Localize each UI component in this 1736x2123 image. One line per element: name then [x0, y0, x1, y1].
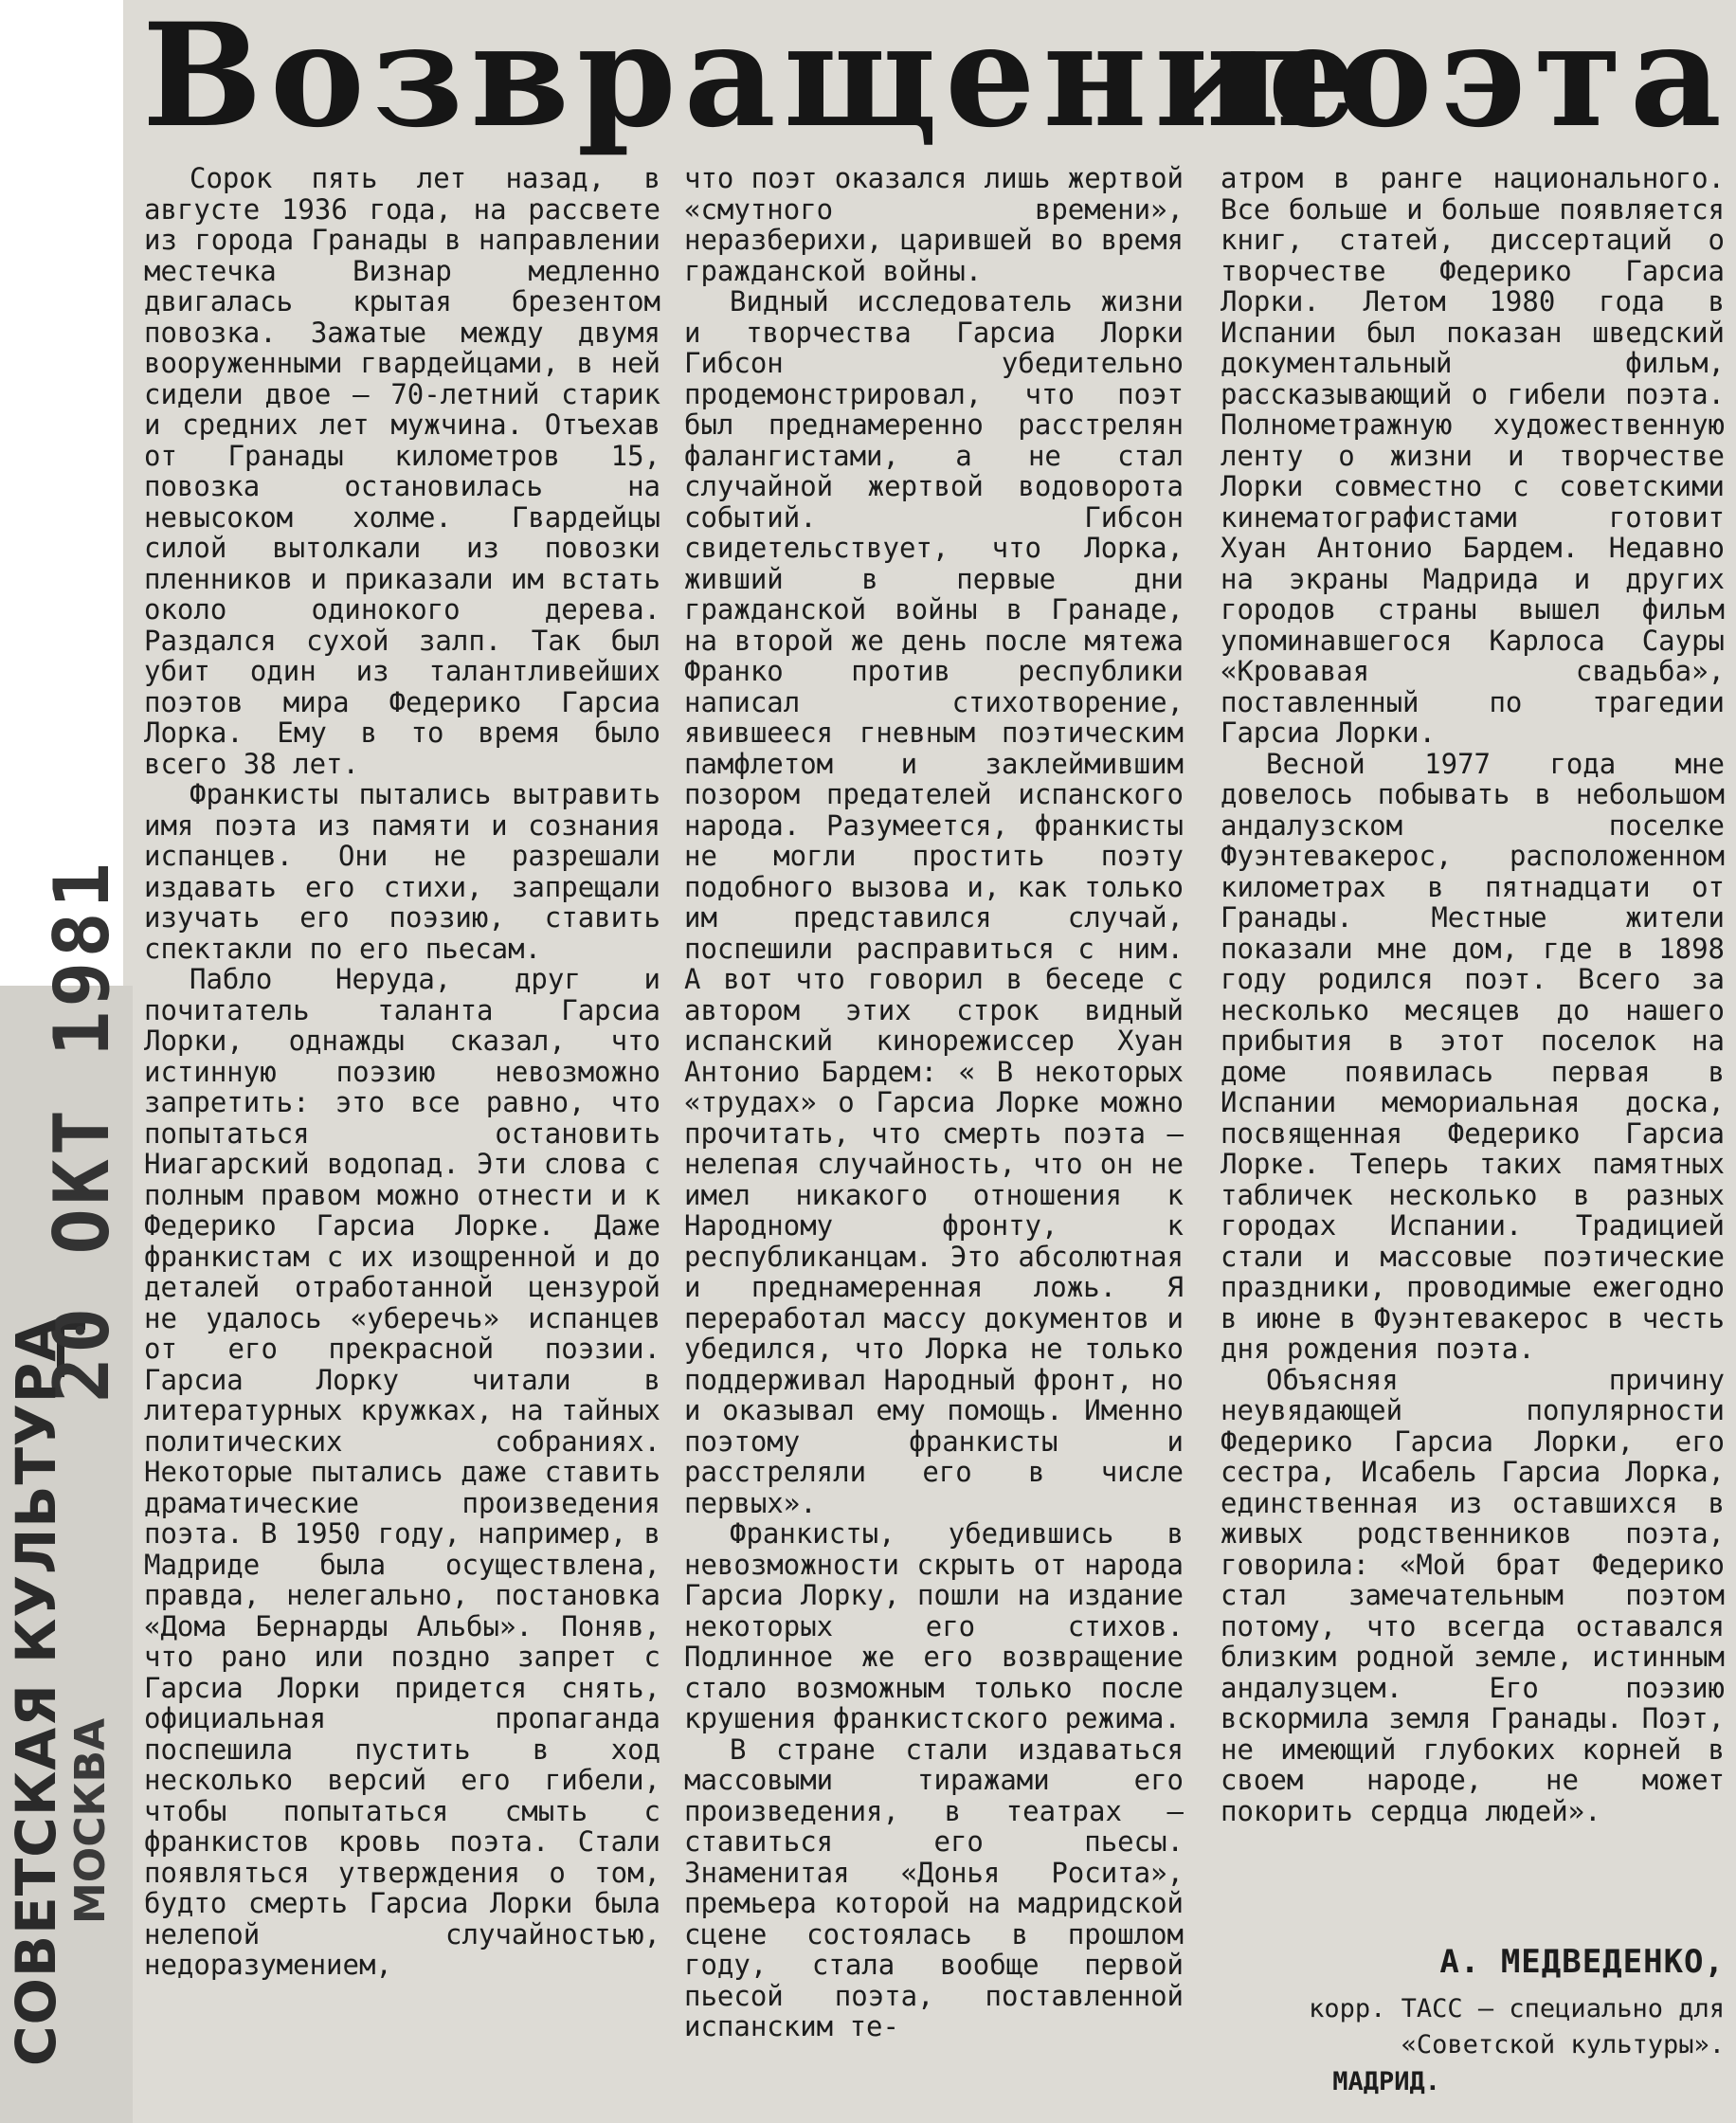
headline-word-1: Возвращение: [142, 0, 1366, 159]
author-city: МАДРИД.: [1332, 2067, 1440, 2096]
article-column-3: [1221, 163, 1725, 1826]
author-role: корр. ТАСС — специально для «Советской культуры».: [1309, 1994, 1725, 2059]
paragraph: Объясняя причину неувядающей популярности Федерико Гарсиа Лорки, его сестра, Исабель Гарсиа Лорка, единственная из оставшихся в живых родственников поэта, говорила: «Мой брат Федерико стал замечательным поэтом потому, что всегда оставался близким родной земле, истинным андалузцем. Его поэзию вскормила земля Гранады. Поэт, не имеющий глубоких корней в своем народе, не может покорить сердца людей».: [1221, 1363, 1725, 1827]
paragraph: Франкисты пытались вытравить имя поэта из памяти и сознания испанцев. Они не разрешали издавать его стихи, запрещали изучать его поэзию, ставить спектакли по его пьесам.: [144, 778, 660, 965]
paragraph: что поэт оказался лишь жертвой «смутного времени», неразберихи, царившей во время гражданской войны.: [684, 162, 1184, 287]
paragraph: Видный исследователь жизни и творчества Гарсиа Лорки Гибсон убедительно продемонстрировал, что поэт был преднамеренно расстрелян фалангистами, а не стал случайной жертвой водоворота событий. Гибсон свидетельствует, что Лорка, живший в первые дни гражданской войны в Гранаде, на второй же день после мятежа Франко против республики написал стихотворение, явившееся гневным поэтическим памфлетом и заклеймившим позором предателей испанского народа. Разумеется, франкисты не могли простить поэту подобного вызова и, как только им представился случай, поспешили расправиться с ним. А вот что говорил в беседе с автором этих строк видный испанский кинорежиссер Хуан Антонио Бардем: « В некоторых «трудах» о Гарсиа Лорке можно прочитать, что смерть поэта — нелепая случайность, что он не имел никакого отношения к Народному фронту, к республиканцам. Это абсолютная и преднамеренная ложь. Я переработал массу документов и убедился, что Лорка не только поддерживал Народный фронт, но и оказывал ему помощь. Именно поэтому франкисты и расстреляли его в числе первых».: [684, 285, 1184, 1519]
paragraph: Сорок пять лет назад, в августе 1936 года, на рассвете из города Гранады в направлении местечка Визнар медленно двигалась крытая брезентом повозка. Зажатые между двумя вооруженными гвардейцами, в ней сидели двое — 70-летний старик и средних лет мужчина. Отъехав от Гранады километров 15, повозка остановилась на невысоком холме. Гвардейцы силой вытолкали из повозки пленников и приказали им встать около одинокого дерева. Раздался сухой залп. Так был убит один из талантливейших поэтов мира Федерико Гарсиа Лорка. Ему в то время было всего 38 лет.: [144, 162, 660, 780]
stamp-city: МОСКВА: [66, 1717, 115, 1924]
date-stamp: 20 ОКТ 1981: [38, 859, 126, 1403]
paragraph: Пабло Неруда, друг и почитатель таланта Гарсиа Лорки, однажды сказал, что истинную поэзию невозможно запретить: это все равно, что попытаться остановить Ниагарский водопад. Эти слова с полным правом можно отнести и к Федерико Гарсиа Лорке. Даже франкистам с их изощренной и до деталей отработанной цензурой не удалось «уберечь» испанцев от его прекрасной поэзии. Гарсиа Лорку читали в литературных кружках, на тайных политических собраниях. Некоторые пытались даже ставить драматические произведения поэта. В 1950 году, например, в Мадриде была осуществлена, правда, нелегально, постановка «Дома Бернарды Альбы». Поняв, что рано или поздно запрет с Гарсиа Лорки придется снять, официальная пропаганда поспешила пустить в ход несколько версий его гибели, чтобы попытаться смыть с франкистов кровь поэта. Стали появляться утверждения о том, будто смерть Гарсиа Лорки была нелепой случайностью, недоразумением,: [144, 963, 660, 1981]
byline: [1222, 1938, 1725, 2101]
paragraph: атром в ранге национального. Все больше и больше появляется книг, статей, диссертаций о творчестве Федерико Гарсиа Лорки. Летом 1980 года в Испании был показан шведский документальный фильм, рассказывающий о гибели поэта. Полнометражную художественную ленту о жизни и творчестве Лорки совместно с советскими кинематографистами готовит Хуан Антонио Бардем. Недавно на экраны Мадрида и других городов страны вышел фильм упоминавшегося Карлоса Сауры «Кровавая свадьба», поставленный по трагедии Гарсиа Лорки.: [1221, 162, 1725, 749]
headline-word-2: поэта: [1225, 0, 1729, 159]
newspaper-stamp: [4, 1317, 118, 2066]
paragraph: Весной 1977 года мне довелось побывать в небольшом андалузском поселке Фуэнтевакерос, расположенном километрах в пятнадцати от Гранады. Местные жители показали мне дом, где в 1898 году родился поэт. Всего за несколько месяцев до нашего прибытия в этот поселок на доме появилась первая в Испании мемориальная доска, посвященная Федерико Гарсиа Лорке. Теперь таких памятных табличек несколько в разных городах Испании. Традицией стали и массовые поэтические праздники, проводимые ежегодно в июне в Фуэнтевакерос в честь дня рождения поэта.: [1221, 747, 1725, 1365]
author-name: А. МЕДВЕДЕНКО,: [1439, 1943, 1725, 1981]
article-column-2: [684, 163, 1184, 2042]
paragraph: Франкисты, убедившись в невозможности скрыть от народа Гарсиа Лорку, пошли на издание некоторых его стихов. Подлинное же его возвращение стало возможным только после крушения франкистского режима.: [684, 1517, 1184, 1734]
article-column-1: [144, 163, 660, 1981]
paragraph: В стране стали издаваться массовыми тиражами его произведения, в театрах — ставиться его пьесы. Знаменитая «Донья Росита», премьера которой на мадридской сцене состоялась в прошлом году, стала вообще первой пьесой поэта, поставленной испанским те-: [684, 1733, 1184, 2042]
stamp-newspaper-name: СОВЕТСКАЯ КУЛЬТУРА: [4, 1317, 68, 2066]
